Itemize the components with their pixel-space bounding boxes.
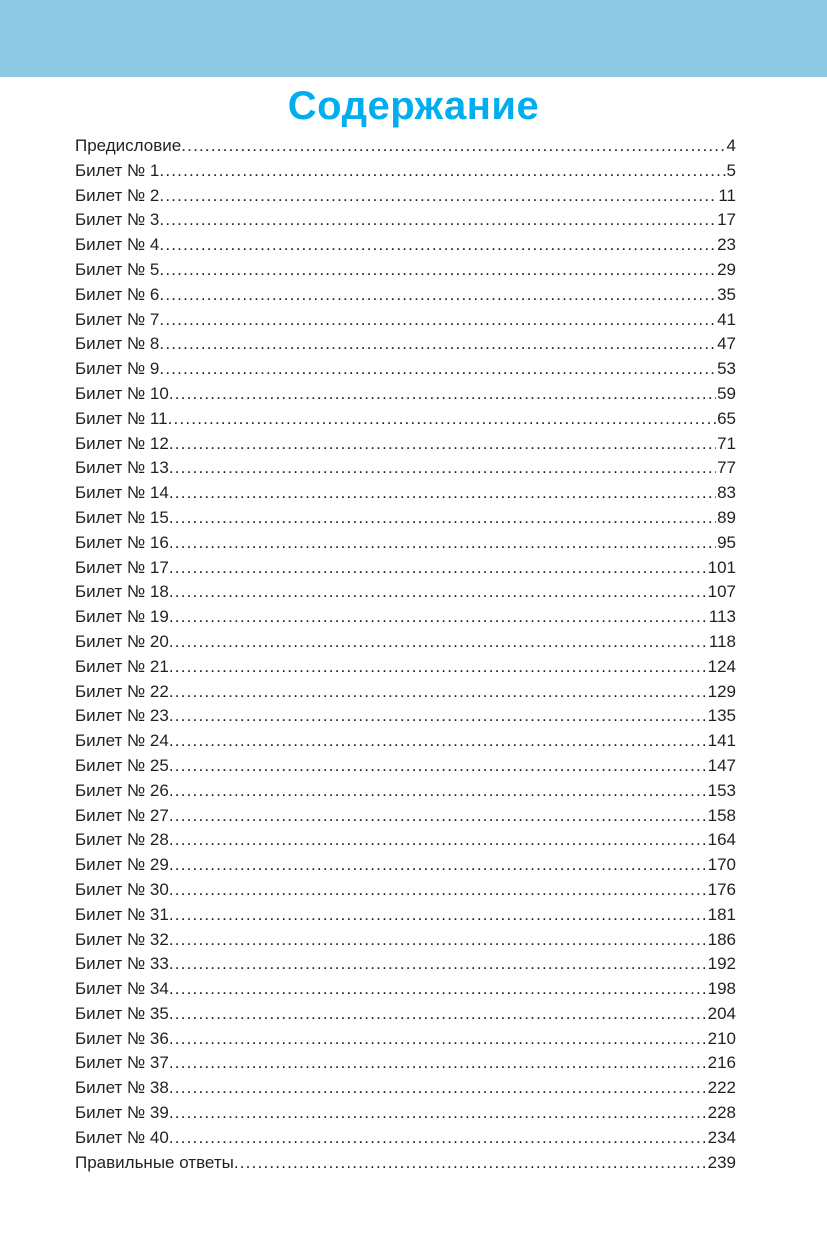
toc-entry-label: Билет № 37	[75, 1053, 169, 1073]
toc-entry-page: 158	[707, 805, 736, 825]
dot-leader	[181, 134, 725, 159]
dot-leader	[169, 580, 707, 605]
toc-entry-page: 170	[707, 855, 736, 875]
toc-entry[interactable]	[75, 481, 736, 506]
dot-leader	[159, 258, 716, 283]
dot-leader	[159, 283, 716, 308]
dot-leader	[169, 1027, 707, 1052]
dot-leader	[159, 208, 716, 233]
toc-entry-label: Билет № 34	[75, 979, 169, 999]
toc-entry[interactable]	[75, 258, 736, 283]
toc-entry-page: 118	[708, 631, 736, 651]
toc-entry-page: 95	[717, 532, 736, 552]
dot-leader	[169, 531, 716, 556]
toc-entry[interactable]	[75, 680, 736, 705]
toc-entry-page: 135	[707, 706, 736, 726]
toc-entry-page: 4	[726, 136, 736, 155]
toc-entry-page: 210	[707, 1028, 736, 1048]
toc-entry-page: 239	[707, 1152, 736, 1172]
toc-entry-label: Билет № 12	[75, 433, 169, 453]
toc-entry[interactable]	[75, 580, 736, 605]
toc-entry-page: 164	[707, 830, 736, 850]
toc-entry-page: 83	[717, 483, 736, 503]
toc-entry[interactable]	[75, 1151, 736, 1176]
toc-entry-label: Билет № 18	[75, 582, 169, 602]
toc-entry[interactable]	[75, 1002, 736, 1027]
toc-entry-page: 47	[717, 334, 736, 354]
toc-entry[interactable]	[75, 1076, 736, 1101]
toc-entry-page: 35	[717, 284, 736, 304]
table-of-contents	[75, 134, 736, 1175]
toc-entry[interactable]	[75, 952, 736, 977]
toc-entry-page: 147	[707, 755, 736, 775]
toc-entry-label: Билет № 10	[75, 383, 169, 403]
dot-leader	[169, 506, 716, 531]
toc-entry-label: Билет № 20	[75, 631, 169, 651]
toc-entry-page: 101	[707, 557, 736, 577]
dot-leader	[169, 853, 707, 878]
toc-entry[interactable]	[75, 456, 736, 481]
dot-leader	[169, 977, 707, 1002]
dot-leader	[169, 680, 707, 705]
dot-leader	[169, 804, 707, 829]
toc-entry-label: Правильные ответы	[75, 1152, 234, 1172]
toc-entry[interactable]	[75, 184, 736, 209]
toc-entry-label: Билет № 8	[75, 334, 160, 354]
toc-entry[interactable]	[75, 308, 736, 333]
toc-entry-page: 77	[717, 458, 736, 478]
toc-entry[interactable]	[75, 828, 736, 853]
toc-entry-label: Билет № 24	[75, 731, 169, 751]
dot-leader	[169, 952, 707, 977]
toc-entry-page: 17	[717, 210, 736, 230]
toc-entry[interactable]	[75, 382, 736, 407]
toc-entry[interactable]	[75, 134, 736, 159]
dot-leader	[169, 903, 707, 928]
dot-leader	[169, 928, 707, 953]
toc-entry-page: 181	[707, 904, 736, 924]
page-title: Содержание	[287, 84, 540, 128]
toc-entry-label: Билет № 28	[75, 830, 169, 850]
toc-entry-label: Билет № 16	[75, 532, 169, 552]
toc-entry-label: Билет № 21	[75, 656, 169, 676]
dot-leader	[169, 456, 716, 481]
dot-leader	[234, 1151, 707, 1176]
toc-entry-page: 234	[707, 1127, 736, 1147]
dot-leader	[159, 308, 716, 333]
toc-entry-label: Билет № 9	[75, 359, 160, 379]
toc-entry[interactable]	[75, 159, 736, 184]
toc-entry[interactable]	[75, 531, 736, 556]
toc-entry-label: Билет № 23	[75, 706, 169, 726]
toc-entry-label: Билет № 22	[75, 681, 169, 701]
toc-entry[interactable]	[75, 630, 736, 655]
dot-leader	[169, 1002, 707, 1027]
dot-leader	[159, 159, 725, 184]
toc-entry[interactable]	[75, 332, 736, 357]
dot-leader	[169, 1051, 707, 1076]
dot-leader	[169, 481, 716, 506]
toc-entry[interactable]	[75, 754, 736, 779]
toc-entry-page: 129	[707, 681, 736, 701]
toc-entry-label: Билет № 19	[75, 607, 169, 627]
dot-leader	[169, 704, 707, 729]
dot-leader	[169, 1101, 707, 1126]
toc-entry-label: Билет № 27	[75, 805, 169, 825]
toc-entry[interactable]	[75, 928, 736, 953]
toc-entry-page: 89	[717, 507, 736, 527]
dot-leader	[169, 828, 707, 853]
toc-entry[interactable]	[75, 605, 736, 630]
toc-entry[interactable]	[75, 283, 736, 308]
header-band	[0, 0, 827, 77]
dot-leader	[169, 754, 707, 779]
dot-leader	[169, 630, 708, 655]
toc-entry[interactable]	[75, 556, 736, 581]
toc-entry-page: 176	[707, 879, 736, 899]
toc-entry[interactable]	[75, 233, 736, 258]
toc-entry[interactable]	[75, 1101, 736, 1126]
dot-leader	[169, 382, 716, 407]
toc-entry[interactable]	[75, 506, 736, 531]
toc-entry-label: Билет № 38	[75, 1078, 169, 1098]
toc-entry-page: 41	[717, 309, 736, 329]
toc-entry[interactable]	[75, 1051, 736, 1076]
dot-leader	[168, 407, 716, 432]
toc-entry-label: Билет № 6	[75, 284, 160, 304]
dot-leader	[169, 432, 716, 457]
toc-entry-page: 65	[717, 408, 736, 428]
toc-entry-label: Билет № 1	[75, 160, 160, 180]
toc-entry-label: Билет № 14	[75, 483, 169, 503]
dot-leader	[169, 556, 707, 581]
toc-entry[interactable]	[75, 357, 736, 382]
toc-entry[interactable]	[75, 208, 736, 233]
toc-entry[interactable]	[75, 432, 736, 457]
toc-entry-page: 222	[707, 1078, 736, 1098]
dot-leader	[169, 1076, 707, 1101]
dot-leader	[169, 605, 708, 630]
toc-entry[interactable]	[75, 878, 736, 903]
toc-entry-page: 23	[717, 235, 736, 255]
toc-entry-label: Билет № 40	[75, 1127, 169, 1147]
toc-entry-label: Билет № 5	[75, 259, 160, 279]
toc-entry-label: Билет № 17	[75, 557, 169, 577]
dot-leader	[169, 655, 707, 680]
toc-entry-label: Билет № 7	[75, 309, 160, 329]
toc-entry-page: 11	[718, 185, 736, 205]
toc-entry-label: Билет № 36	[75, 1028, 169, 1048]
toc-entry-page: 198	[707, 979, 736, 999]
toc-entry-page: 141	[707, 731, 736, 751]
toc-entry-page: 228	[707, 1103, 736, 1123]
dot-leader	[169, 878, 707, 903]
toc-entry-page: 53	[717, 359, 736, 379]
toc-entry[interactable]	[75, 1027, 736, 1052]
dot-leader	[169, 1126, 707, 1151]
toc-entry-page: 204	[707, 1003, 736, 1023]
toc-entry-label: Билет № 35	[75, 1003, 169, 1023]
toc-entry-page: 153	[707, 780, 736, 800]
toc-entry-page: 29	[717, 259, 736, 279]
toc-entry-page: 71	[717, 433, 736, 453]
toc-entry-page: 113	[708, 607, 736, 627]
toc-entry-page: 192	[707, 954, 736, 974]
toc-entry[interactable]	[75, 407, 736, 432]
toc-entry-page: 59	[717, 383, 736, 403]
toc-entry-label: Билет № 4	[75, 235, 160, 255]
toc-entry-label: Билет № 26	[75, 780, 169, 800]
toc-entry[interactable]	[75, 729, 736, 754]
toc-entry-label: Билет № 31	[75, 904, 169, 924]
dot-leader	[159, 332, 716, 357]
dot-leader	[159, 233, 716, 258]
toc-entry[interactable]	[75, 903, 736, 928]
toc-entry-label: Билет № 11	[75, 408, 168, 428]
toc-entry-page: 5	[726, 160, 736, 180]
toc-entry-label: Билет № 2	[75, 185, 160, 205]
dot-leader	[159, 184, 717, 209]
toc-entry-page: 216	[707, 1053, 736, 1073]
toc-entry[interactable]	[75, 853, 736, 878]
toc-entry[interactable]	[75, 779, 736, 804]
toc-entry-label: Билет № 32	[75, 929, 169, 949]
toc-entry-label: Билет № 25	[75, 755, 169, 775]
toc-entry[interactable]	[75, 977, 736, 1002]
toc-entry-page: 124	[707, 656, 736, 676]
dot-leader	[159, 357, 716, 382]
toc-entry[interactable]	[75, 1126, 736, 1151]
toc-entry-label: Билет № 29	[75, 855, 169, 875]
toc-entry-label: Билет № 33	[75, 954, 169, 974]
dot-leader	[169, 729, 707, 754]
toc-entry-label: Билет № 39	[75, 1103, 169, 1123]
toc-entry-label: Билет № 15	[75, 507, 169, 527]
toc-entry-page: 107	[707, 582, 736, 602]
dot-leader	[169, 779, 707, 804]
toc-entry[interactable]	[75, 804, 736, 829]
toc-entry-label: Билет № 13	[75, 458, 169, 478]
toc-entry-label: Билет № 30	[75, 879, 169, 899]
toc-entry-label: Предисловие	[75, 136, 182, 155]
toc-entry[interactable]	[75, 655, 736, 680]
toc-entry[interactable]	[75, 704, 736, 729]
toc-entry-page: 186	[707, 929, 736, 949]
toc-entry-label: Билет № 3	[75, 210, 160, 230]
